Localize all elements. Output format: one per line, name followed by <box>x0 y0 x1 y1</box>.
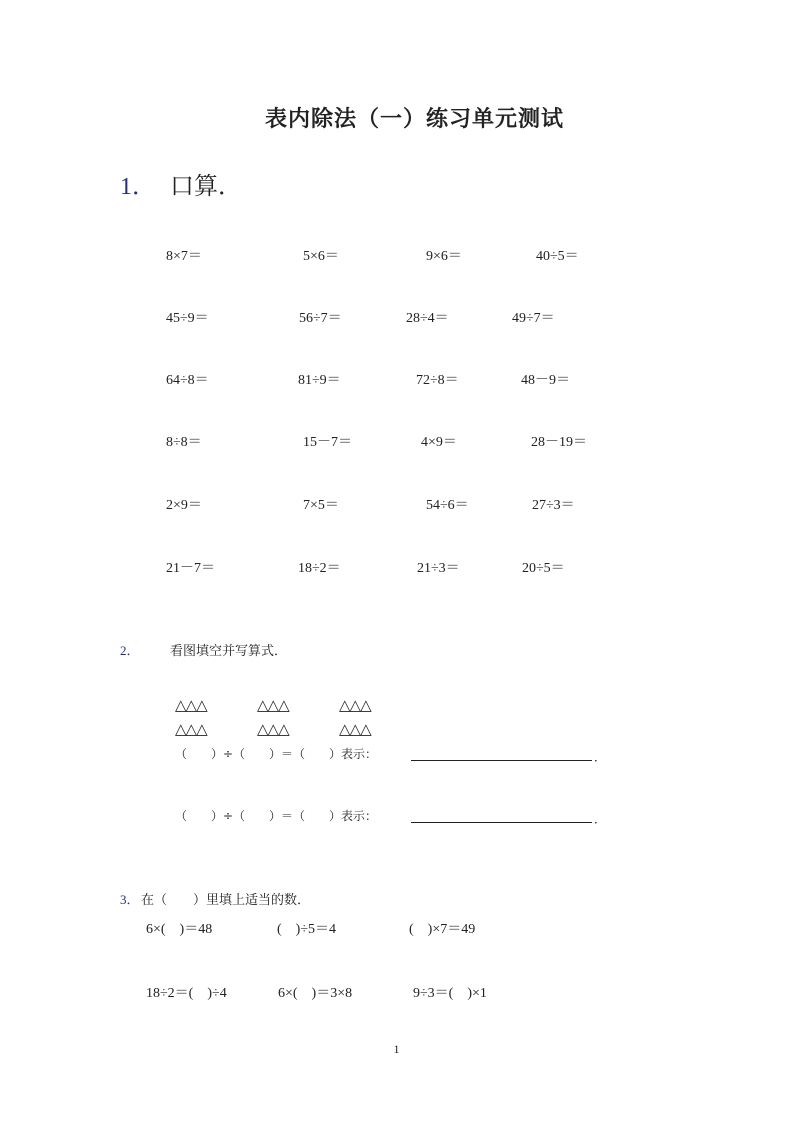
fill-end-2: ． <box>594 812 607 826</box>
problem-r3-c2: 81÷9＝ <box>298 373 341 388</box>
fill-problem-r1-c1: 6×( )＝48 <box>146 922 213 937</box>
fill-end-1: ． <box>594 750 607 764</box>
problem-r4-c1: 8÷8＝ <box>166 435 202 450</box>
problem-r1-c4: 40÷5＝ <box>536 249 579 264</box>
problem-r6-c1: 21－7＝ <box>166 561 215 576</box>
problem-r6-c2: 18÷2＝ <box>298 561 341 576</box>
problem-r3-c3: 72÷8＝ <box>416 373 459 388</box>
problem-r2-c2: 56÷7＝ <box>299 311 342 326</box>
answer-line-1[interactable] <box>411 760 592 761</box>
fill-problem-r1-c2: ( )÷5＝4 <box>277 922 337 937</box>
problem-r5-c1: 2×9＝ <box>166 498 202 513</box>
problem-r5-c4: 27÷3＝ <box>532 498 575 513</box>
section-2-heading: 看图填空并写算式． <box>170 644 288 659</box>
fill-expression-2: （ ）÷（ ）＝（ ）表示： <box>175 809 378 823</box>
problem-r3-c1: 64÷8＝ <box>166 373 209 388</box>
triangle-group: △△△ <box>175 698 207 714</box>
problem-r5-c3: 54÷6＝ <box>426 498 469 513</box>
triangle-group: △△△ <box>339 698 371 714</box>
section-1-heading: 口算． <box>170 172 242 200</box>
section-2-number: 2． <box>120 643 140 658</box>
problem-r4-c2: 15－7＝ <box>303 435 352 450</box>
page-title: 表内除法（一）练习单元测试 <box>264 107 564 132</box>
triangle-group: △△△ <box>339 722 371 738</box>
problem-r1-c2: 5×6＝ <box>303 249 339 264</box>
problem-r2-c1: 45÷9＝ <box>166 311 209 326</box>
problem-r6-c3: 21÷3＝ <box>417 561 460 576</box>
problem-r3-c4: 48－9＝ <box>521 373 570 388</box>
problem-r2-c3: 28÷4＝ <box>406 311 449 326</box>
problem-r2-c4: 49÷7＝ <box>512 311 555 326</box>
page-number: 1 <box>393 1042 400 1056</box>
fill-expression-1: （ ）÷（ ）＝（ ）表示： <box>175 747 378 761</box>
section-1-number: 1． <box>120 174 156 200</box>
problem-r5-c2: 7×5＝ <box>303 498 339 513</box>
fill-problem-r2-c3: 9÷3＝( )×1 <box>413 986 487 1001</box>
problem-r1-c3: 9×6＝ <box>426 249 462 264</box>
problem-r4-c4: 28－19＝ <box>531 435 587 450</box>
fill-problem-r1-c3: ( )×7＝49 <box>409 922 476 937</box>
fill-problem-r2-c1: 18÷2＝( )÷4 <box>146 986 227 1001</box>
section-3-number: 3． <box>120 892 140 907</box>
triangle-group: △△△ <box>175 722 207 738</box>
fill-problem-r2-c2: 6×( )＝3×8 <box>278 986 353 1001</box>
answer-line-2[interactable] <box>411 822 592 823</box>
triangle-group: △△△ <box>257 698 289 714</box>
section-3-heading: 在（ ）里填上适当的数． <box>141 893 311 908</box>
problem-r4-c3: 4×9＝ <box>421 435 457 450</box>
triangle-group: △△△ <box>257 722 289 738</box>
problem-r6-c4: 20÷5＝ <box>522 561 565 576</box>
problem-r1-c1: 8×7＝ <box>166 249 202 264</box>
